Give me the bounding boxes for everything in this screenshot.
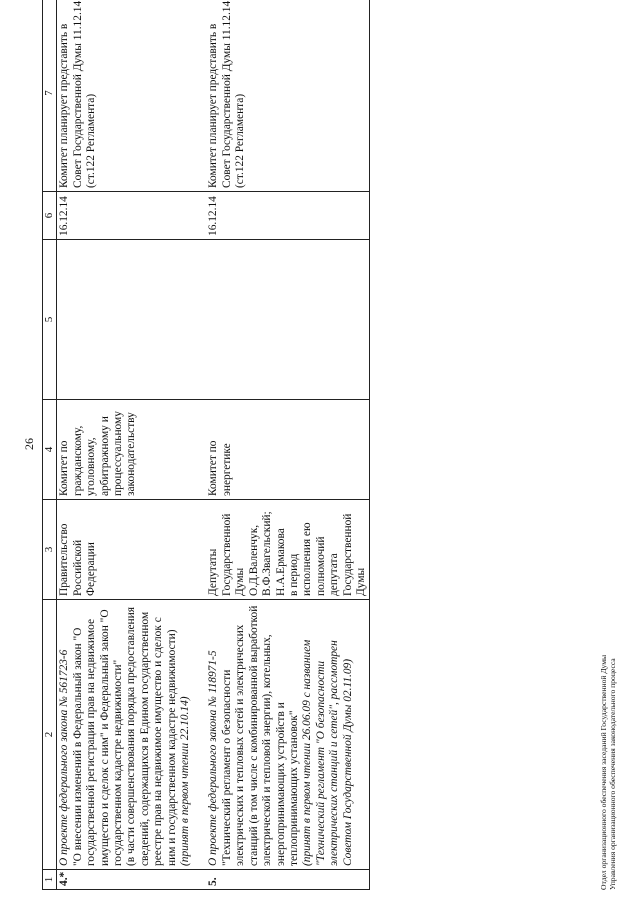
column-header: 2 [43,600,57,870]
column-header: 3 [43,500,57,600]
initiator: Депутаты Государственной Думы О.Д.Валенчук, В.Ф.Звагельский; Н.А.Ермакова в период исполнения ею полномочий депутата Государственной Думы [193,500,369,600]
date: 16.12.14 [193,192,369,240]
committee: Комитет по гражданскому, уголовному, арбитражному и процессуальному законодательству [57,400,194,500]
column-header: 1 [43,870,57,890]
footer-line: Отдел организационного обеспечения заседаний Государственной Думы [599,654,608,890]
status: Комитет планирует представить в Совет Государственной Думы 11.12.14 (ст.122 Регламента) [193,0,369,192]
header-row [43,0,57,890]
row-number: 5. [207,877,220,886]
column-header: 6 [43,192,57,240]
row-number: 4.* [58,871,71,886]
bill-title: О проекте федерального закона № 561723-6 [58,649,71,866]
bills-table [42,0,370,890]
column-header: 7 [43,0,57,192]
column-header: 5 [43,240,57,400]
page-number: 26 [22,438,36,450]
status: Комитет планирует представить в Совет Государственной Думы 11.12.14 (ст.122 Регламента) [57,0,194,192]
committee: Комитет по энергетике [193,400,369,500]
table-row [57,0,194,890]
footer-line: Управления организационного обеспечения законодательного процесса [608,658,617,890]
date: 16.12.14 [57,192,194,240]
bill-note: (принят в первом чтении 22.10.14) [179,696,192,866]
bill-note: (принят в первом чтении 26.06.09 с названием "Технический регламент "О безопасности электрических станций и сетей", рассмотрен Советом Государственной Думы 02.11.09) [301,639,354,866]
bill-title: О проекте федерального закона № 118971-5 [207,650,220,866]
footer [599,655,617,890]
bill-description: "Технический регламент о безопасности электрических и тепловых сетей и электрических станций (в том числе с комбинированной выработкой электрической и тепловой энергии), котельных, энергопринимающих устройств и теплопринимающих установок" [220,605,300,866]
table-row [193,0,369,890]
bill-description: "О внесении изменений в Федеральный закон "О государственной регистрации прав на недвижимое имущество и сделок с ним" и Федеральный закон "О государственном кадастре недвижимости" (в части совершенствования порядка предоставления сведений, содержащихся в Едином государственном реестре прав на недвижимое имущество и сделок с ним и государственном кадастре недвижимости) [71,607,178,866]
column-5-cell [193,240,369,400]
column-header: 4 [43,400,57,500]
column-5-cell [57,240,194,400]
initiator: Правительство Российской Федерации [57,500,194,600]
document-page [22,0,617,890]
